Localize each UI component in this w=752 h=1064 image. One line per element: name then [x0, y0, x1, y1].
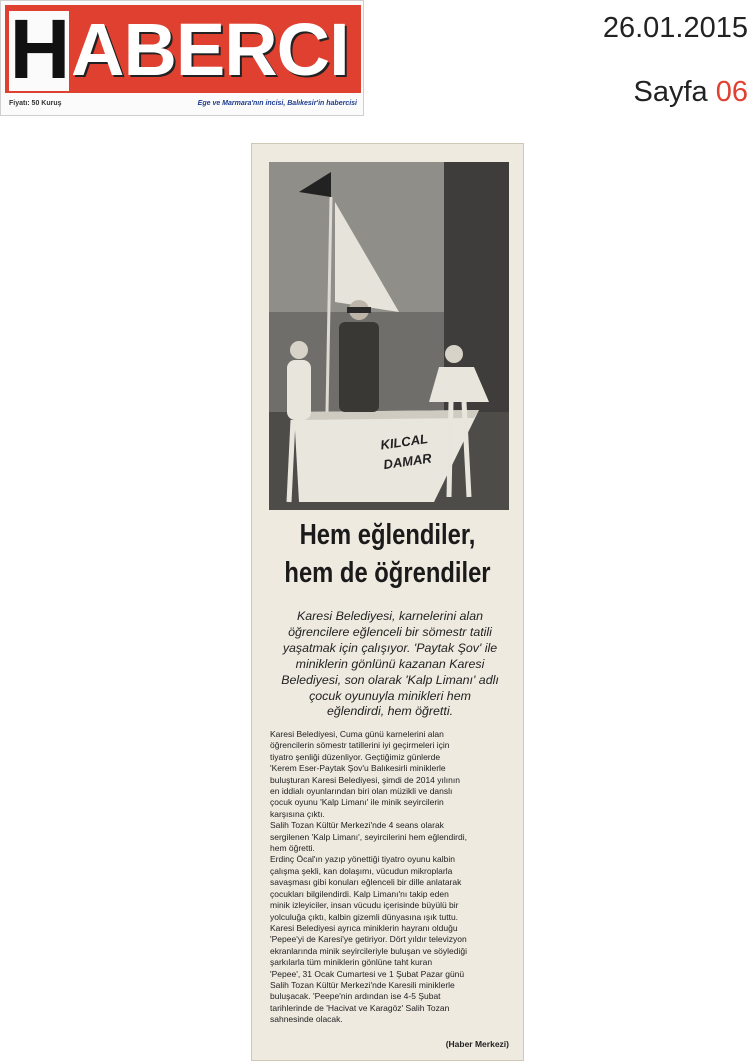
logo-wordmark: ABERCI [71, 8, 349, 91]
page-label: Sayfa [633, 76, 708, 108]
headline-line: hem de öğrendiler [284, 557, 491, 589]
body-line: 'Pepee', 31 Ocak Cumartesi ve 1 Şubat Pazar günü [270, 968, 465, 979]
body-line: sahnesinde olacak. [270, 1014, 343, 1025]
article-headline [276, 516, 498, 592]
lead-line: öğrencilere eğlenceli bir sömestr tatili [288, 624, 492, 639]
body-line: Erdinç Öcal'ın yazıp yönettiği tiyatro oyunu kalbin [270, 854, 455, 865]
lead-line: Belediyesi, son olarak 'Kalp Limanı' adlı [281, 672, 499, 687]
lead-line: miniklerin gönlünü kazanan Karesi [295, 656, 485, 671]
lead-line: Karesi Belediyesi, karnelerini alan [297, 609, 483, 623]
body-line: hem öğretti. [270, 843, 315, 854]
newspaper-masthead [0, 0, 364, 116]
body-line: buluşturan Karesi Belediyesi, şimdi de 2014 yılının [270, 774, 460, 785]
body-line: ekranlarında minik seyircileriyle buluşan ve söylediği [270, 945, 468, 956]
article-byline: (Haber Merkezi) [445, 1039, 509, 1049]
lead-line: eğlendirdi, hem öğretti. [326, 704, 454, 719]
body-line: en iddialı oyunlarından biri olan müzikli ve danslı [270, 786, 453, 797]
body-line: çalışma şekli, kan dolaşımı, vücudun mikroplarla [270, 865, 453, 876]
article-lead [272, 609, 508, 720]
logo-red-bar [5, 2, 361, 96]
body-line: Karesi Belediyesi, Cuma günü karnelerini alan [270, 729, 444, 739]
body-line: tarihlerinde de 'Hacivat ve Karagöz' Salih Tozan [270, 1002, 450, 1013]
masthead-info-strip [5, 97, 361, 111]
body-line: çocukları bilgilendirdi. Kalp Limanı'nı takip eden [270, 888, 449, 899]
article-photo [269, 162, 509, 510]
lead-line: yaşatmak için çalışıyor. 'Paytak Şov' ile [282, 640, 498, 655]
body-line: Salih Tozan Kültür Merkezi'nde Karesili miniklerle [270, 979, 455, 990]
page-number: 06 [715, 76, 748, 108]
body-line: buluşacak. 'Peepe'nin ardından ise 4-5 Şubat [270, 991, 441, 1002]
article-body [270, 729, 514, 1026]
clipping-date: 26.01.2015 [602, 12, 748, 44]
boat-sign-line1: KILCAL [379, 430, 429, 453]
body-line: şarkılarla tüm miniklerin gönlüne taht kuran [270, 957, 433, 968]
newspaper-slogan: Ege ve Marmara'nın incisi, Balıkesir'in habercisi [197, 100, 357, 107]
body-line: minik izleyiciler, insan vücudu içerisinde büyülü bir [270, 900, 459, 911]
body-line: öğrencilerin sömestr tatillerini iyi geçirmeleri için [270, 740, 450, 751]
logo-first-letter: H [9, 2, 69, 96]
body-line: karşısına çıktı. [270, 808, 325, 819]
article-clipping [251, 143, 524, 1061]
body-line: Salih Tozan Kültür Merkezi'nde 4 seans olarak [270, 820, 444, 831]
headline-line: Hem eğlendiler, [299, 519, 476, 551]
body-line: 'Kerem Eser-Paytak Şov'u Balıkesirli miniklerle [270, 763, 446, 774]
body-line: Karesi Belediyesi ayrıca miniklerin hayranı olduğu [270, 922, 458, 933]
body-line: sergilenen 'Kalp Limanı', seyircilerini hem eğlendirdi, [270, 831, 467, 842]
body-line: 'Pepee'yi de Karesi'ye getiriyor. Dört yıldır televizyon [270, 934, 467, 945]
boat-sign-line2: DAMAR [382, 450, 433, 473]
lead-line: çocuk oyunuyla minikleri hem [309, 688, 471, 703]
body-line: savaşması gibi konuları eğlenceli bir dille anlatarak [270, 877, 462, 888]
body-line: tiyatro şenliği düzenliyor. Geçtiğimiz günlerde [270, 751, 441, 762]
page-reference [634, 76, 749, 109]
price-label: Fiyatı: 50 Kuruş [9, 100, 62, 107]
body-line: çocuk oyunu 'Kalp Limanı' ile minik seyircilerin [270, 797, 444, 808]
body-line: yolculuğa çıktı, kalbin gizemli dünyasına ışık tuttu. [270, 911, 459, 922]
